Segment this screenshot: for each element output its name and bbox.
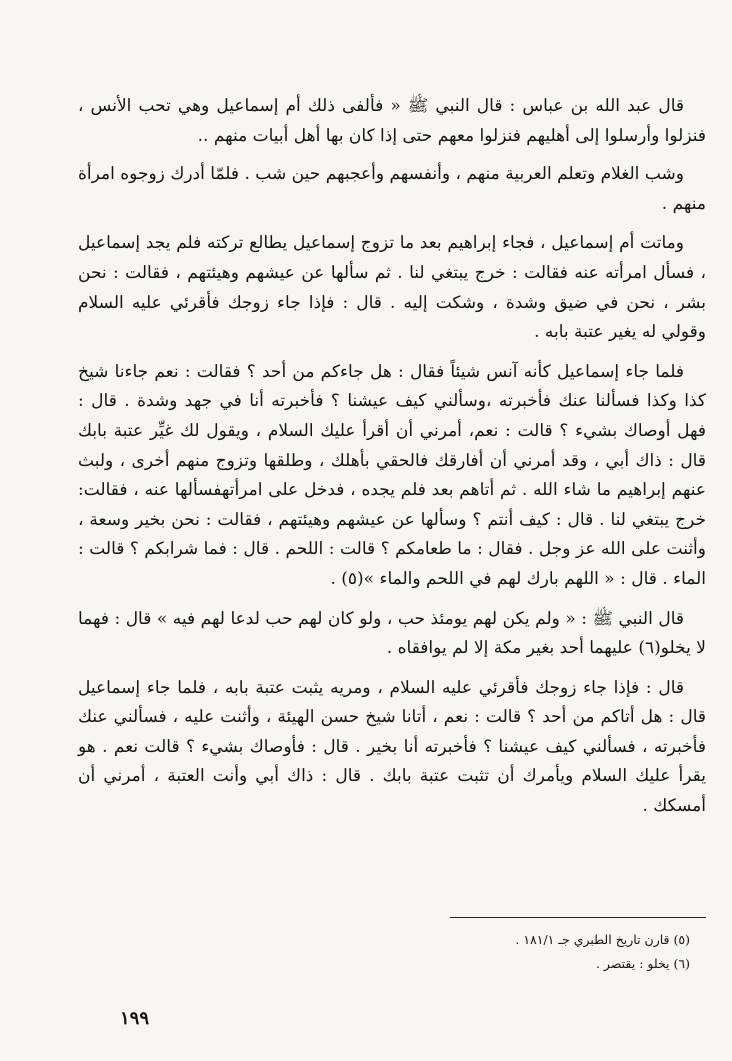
paragraph: فلما جاء إسماعيل كأنه آنس شيئاً فقال : هل جاءكم من أحد ؟ فقالت : نعم جاءنا شيخ كذا وكذا فسألنا عنك فأخبرته ،وسألني كيف عيشنا ؟ فأخبرته أنا في جهد وشدة . قال : فهل أوصاك بشيء ؟ قالت : نعم، أمرني أن أقرأ عليك السلام ، ويقول لك غيِّر عتبة بابك قال : ذاك أبي ، وقد أمرني أن أفارقك فالحقي بأهلك ، وطلقها وتزوج منهم أخرى ، ولبث عنهم إبراهيم ما شاء الله . ثم أتاهم بعد فلم يجده ، فدخل على امرأتهفسألها عنه ، فقالت: خرج يبتغي لنا . قال : كيف أنتم ؟ وسألها عن عيشهم وهيئتهم ، فقالت : نحن بخير وسعة ، وأثنت على الله عز وجل . فقال : ما طعامكم ؟ قالت : اللحم . قال : فما شرابكم ؟ قالت : الماء . قال : « اللهم بارك لهم في اللحم والماء »(٥) . xyxy=(78,361,706,589)
paragraph: قال النبي ﷺ : « ولم يكن لهم يومئذ حب ، ولو كان لهم حب لدعا لهم فيه » قال : فهما لا يخلو(٦) عليهما أحد بغير مكة إلا لم يوافقاه . xyxy=(78,608,706,659)
footnote: (٦) يخلو : يقتصر . xyxy=(595,956,690,971)
page-number: ١٩٩ xyxy=(120,1008,150,1029)
paragraph: وماتت أم إسماعيل ، فجاء إبراهيم بعد ما تزوج إسماعيل يطالع تركته فلم يجد إسماعيل ، فسأل امرأته عنه فقالت : خرج يبتغي لنا . ثم سألها عن عيشهم وهيئتهم ، فقالت : نحن بشر ، نحن في ضيق وشدة ، وشكت إليه . قال : فإذا جاء زوجك فأقرئي عليه السلام وقولي له يغير عتبة بابه . xyxy=(78,233,706,343)
paragraph: قال : فإذا جاء زوجك فأقرئي عليه السلام ، ومريه يثبت عتبة بابه ، فلما جاء إسماعيل قال : هل أتاكم من أحد ؟ قالت : نعم ، أتانا شيخ حسن الهيئة ، وأثنت عليه ، فسألني عنك فأخبرته ، فسألني كيف عيشنا ؟ فأخبرته أنا بخير . قال : فأوصاك بشيء ؟ قالت نعم . هو يقرأ عليك السلام ويأمرك أن تثبت عتبة بابك . قال : ذاك أبي وأنت العتبة ، أمرني أن أمسكك . xyxy=(78,677,706,817)
book-page-body xyxy=(78,92,706,832)
footnote-divider xyxy=(450,917,706,918)
paragraph: وشب الغلام وتعلم العربية منهم ، وأنفسهم وأعجبهم حين شب . فلمّا أدرك زوجوه امرأة منهم . xyxy=(78,164,706,214)
footnotes xyxy=(78,928,690,976)
footnote: (٥) قارن تاريخ الطبري جـ ١٨١/١ . xyxy=(515,932,690,947)
paragraph: قال عبد الله بن عباس : قال النبي ﷺ « فألفى ذلك أم إسماعيل وهي تحب الأنس ، فنزلوا وأرسلوا إلى أهليهم فنزلوا معهم حتى إذا كان بها أهل أبيات منهم .. xyxy=(78,96,706,146)
